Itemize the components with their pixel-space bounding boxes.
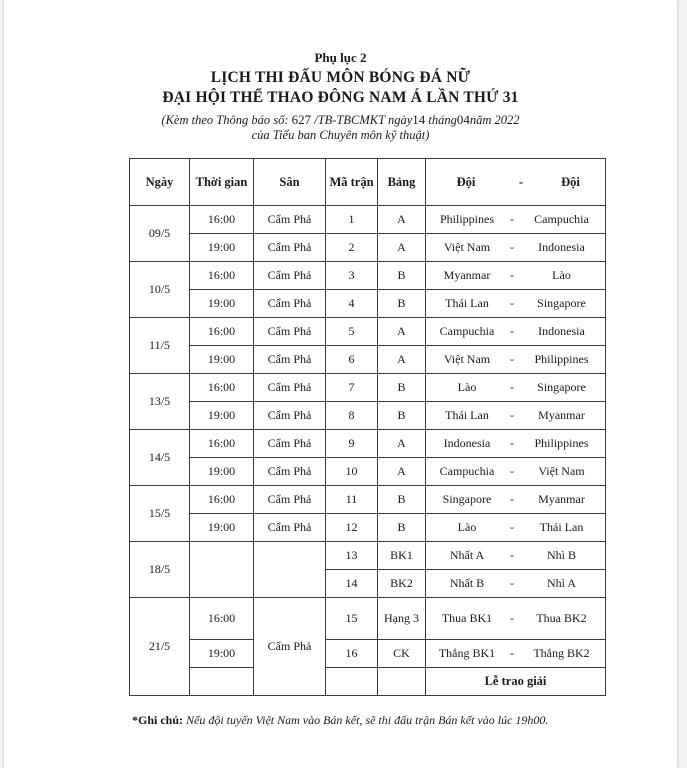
schedule-table: [129, 158, 606, 696]
venue-cell-empty: [254, 542, 326, 598]
time-cell: 16:00: [190, 430, 254, 458]
team1-name: Philippines: [439, 212, 494, 226]
time-cell: 19:00: [190, 514, 254, 542]
header-group: Bảng: [378, 159, 426, 206]
venue-cell: Cẩm Phả: [254, 206, 326, 234]
team2-name: Việt Nam: [538, 464, 585, 478]
teams-cell: [426, 640, 606, 668]
team2-name: Thái Lan: [539, 520, 584, 534]
time-cell: 16:00: [190, 374, 254, 402]
footnote-text: Nếu đội tuyển Việt Nam vào Bán kết, sẽ thi đấu trận Bán kết vào lúc 19h00.: [186, 713, 549, 727]
group-cell: BK2: [378, 570, 426, 598]
teams-cell: [426, 598, 606, 640]
team2-name: Indonesia: [538, 324, 585, 338]
vs-dash: -: [510, 576, 514, 590]
vs-dash: -: [510, 296, 514, 310]
table-row: [130, 290, 606, 318]
group-cell: A: [378, 430, 426, 458]
venue-cell: Cẩm Phả: [254, 402, 326, 430]
team1-name: Lào: [457, 380, 477, 394]
date-cell: 21/5: [130, 598, 190, 696]
table-row: [130, 206, 606, 234]
table-row: [130, 318, 606, 346]
ref-month: 04: [456, 112, 470, 127]
teams-cell: [426, 262, 606, 290]
team2-name: Nhì A: [546, 576, 576, 590]
time-cell-empty: [190, 542, 254, 598]
teams-cell: [426, 430, 606, 458]
time-cell: 19:00: [190, 402, 254, 430]
date-cell: 13/5: [130, 374, 190, 430]
team2-name: Indonesia: [538, 240, 585, 254]
group-cell: A: [378, 234, 426, 262]
venue-cell: Cẩm Phả: [254, 486, 326, 514]
ref-month-label: tháng: [428, 113, 457, 127]
header-teams: [426, 159, 606, 206]
document-title: LỊCH THI ĐẤU MÔN BÓNG ĐÁ NỮ: [210, 69, 471, 86]
team2-name: Campuchia: [534, 212, 589, 226]
group-cell: B: [378, 514, 426, 542]
vs-dash: -: [510, 352, 514, 366]
time-cell: 19:00: [190, 640, 254, 668]
team2-name: Myanmar: [538, 492, 585, 506]
time-cell: 19:00: [190, 234, 254, 262]
ref-code: /TB-TBCMKT ngày: [314, 113, 413, 127]
team2-name: Myanmar: [538, 408, 585, 422]
venue-cell: Cẩm Phả: [254, 430, 326, 458]
group-cell: A: [378, 458, 426, 486]
table-row: [130, 262, 606, 290]
footnote-label: *Ghi chú:: [132, 713, 184, 727]
match-id-cell: 15: [326, 598, 378, 640]
date-cell: 18/5: [130, 542, 190, 598]
time-cell: 19:00: [190, 290, 254, 318]
venue-cell: Cẩm Phả: [254, 346, 326, 374]
team1-name: Nhất B: [449, 576, 485, 590]
date-cell: 15/5: [130, 486, 190, 542]
group-cell: B: [378, 402, 426, 430]
match-id-cell: 3: [326, 262, 378, 290]
vs-dash: -: [510, 380, 514, 394]
vs-dash: -: [510, 324, 514, 338]
venue-cell: Cẩm Phả: [254, 318, 326, 346]
group-cell: A: [378, 346, 426, 374]
team1-name: Việt Nam: [443, 352, 491, 366]
team1-name: Thái Lan: [445, 296, 489, 310]
team1-name: Nhất A: [449, 548, 485, 562]
venue-cell: Cẩm Phả: [254, 514, 326, 542]
reference-subline: của Tiểu ban Chuyên môn kỹ thuật): [251, 128, 430, 142]
table-row: [130, 486, 606, 514]
header-date: Ngày: [130, 159, 190, 206]
table-header-row: [130, 159, 606, 206]
teams-cell: [426, 542, 606, 570]
match-id-cell: 5: [326, 318, 378, 346]
team1-name: Thua BK1: [441, 611, 493, 625]
vs-dash: -: [510, 212, 514, 226]
reference-line: [4, 112, 677, 128]
match-id-cell: 12: [326, 514, 378, 542]
teams-cell: [426, 374, 606, 402]
date-cell: 09/5: [130, 206, 190, 262]
table-row: [130, 542, 606, 570]
vs-dash: -: [510, 408, 514, 422]
team2-name: Thua BK2: [536, 611, 587, 625]
time-cell: 16:00: [190, 206, 254, 234]
team2-name: Singapore: [537, 380, 586, 394]
table-row: [130, 598, 606, 640]
group-cell: CK: [378, 640, 426, 668]
venue-cell: Cẩm Phả: [254, 262, 326, 290]
table-row: [130, 514, 606, 542]
match-id-cell-empty: [326, 668, 378, 696]
teams-cell: [426, 570, 606, 598]
appendix-label: Phụ lục 2: [314, 50, 367, 65]
time-cell: 16:00: [190, 486, 254, 514]
vs-dash: -: [510, 611, 514, 625]
header-team1: Đội: [456, 174, 476, 189]
header-venue: Sân: [254, 159, 326, 206]
teams-cell: [426, 318, 606, 346]
vs-dash: -: [510, 268, 514, 282]
group-cell: B: [378, 262, 426, 290]
match-id-cell: 14: [326, 570, 378, 598]
table-row: [130, 374, 606, 402]
venue-cell: Cẩm Phả: [254, 374, 326, 402]
ref-year: năm 2022: [469, 113, 520, 127]
vs-dash: -: [510, 520, 514, 534]
vs-dash: -: [510, 646, 514, 660]
time-cell-empty: [190, 668, 254, 696]
header-dash: -: [518, 174, 524, 189]
team2-name: Nhì B: [546, 548, 576, 562]
team2-name: Thắng BK2: [533, 646, 590, 660]
ref-prefix: (Kèm theo Thông báo số:: [161, 113, 289, 127]
team2-name: Lào: [552, 268, 571, 282]
team1-name: Singapore: [442, 492, 492, 506]
date-cell: 14/5: [130, 430, 190, 486]
match-id-cell: 7: [326, 374, 378, 402]
teams-cell: [426, 234, 606, 262]
teams-cell: [426, 514, 606, 542]
team1-name: Myanmar: [443, 268, 491, 282]
teams-cell: [426, 402, 606, 430]
teams-cell: [426, 346, 606, 374]
teams-cell: [426, 486, 606, 514]
match-id-cell: 16: [326, 640, 378, 668]
teams-cell: [426, 290, 606, 318]
table-row: [130, 458, 606, 486]
vs-dash: -: [510, 436, 514, 450]
team1-name: Indonesia: [443, 436, 491, 450]
date-cell: 11/5: [130, 318, 190, 374]
team1-name: Lào: [457, 520, 477, 534]
header-match-id: Mã trận: [326, 159, 378, 206]
ref-day: 14: [412, 112, 426, 127]
group-cell: B: [378, 374, 426, 402]
venue-cell: Cẩm Phả: [254, 290, 326, 318]
ceremony-row: [130, 668, 606, 696]
match-id-cell: 13: [326, 542, 378, 570]
match-id-cell: 8: [326, 402, 378, 430]
table-row: [130, 430, 606, 458]
time-cell: 19:00: [190, 458, 254, 486]
team1-name: Campuchia: [439, 464, 495, 478]
vs-dash: -: [510, 492, 514, 506]
group-cell: Hạng 3: [378, 598, 426, 640]
venue-cell: Cẩm Phả: [254, 458, 326, 486]
team1-name: Việt Nam: [443, 240, 491, 254]
team2-name: Philippines: [534, 352, 589, 366]
table-row: [130, 402, 606, 430]
team2-name: Singapore: [537, 296, 586, 310]
group-cell: A: [378, 318, 426, 346]
group-cell: A: [378, 206, 426, 234]
footnote: [132, 713, 548, 728]
document-subtitle: ĐẠI HỘI THỂ THAO ĐÔNG NAM Á LẦN THỨ 31: [162, 89, 519, 106]
team1-name: Thái Lan: [445, 408, 489, 422]
venue-cell: Cẩm Phả: [254, 234, 326, 262]
time-cell: 19:00: [190, 346, 254, 374]
match-id-cell: 11: [326, 486, 378, 514]
teams-cell: [426, 206, 606, 234]
match-id-cell: 4: [326, 290, 378, 318]
date-cell: 10/5: [130, 262, 190, 318]
group-cell: B: [378, 290, 426, 318]
team2-name: Philippines: [534, 436, 589, 450]
table-row: [130, 234, 606, 262]
group-cell: B: [378, 486, 426, 514]
vs-dash: -: [510, 240, 514, 254]
header-time: Thời gian: [190, 159, 254, 206]
ref-number: 627: [291, 112, 312, 127]
group-cell-empty: [378, 668, 426, 696]
table-row: [130, 346, 606, 374]
vs-dash: -: [510, 464, 514, 478]
match-id-cell: 6: [326, 346, 378, 374]
venue-cell: Cẩm Phả: [254, 598, 326, 696]
time-cell: 16:00: [190, 262, 254, 290]
time-cell: 16:00: [190, 598, 254, 640]
team1-name: Thắng BK1: [438, 646, 496, 660]
header-team2: Đội: [561, 174, 580, 189]
teams-cell: [426, 458, 606, 486]
time-cell: 16:00: [190, 318, 254, 346]
team1-name: Campuchia: [439, 324, 495, 338]
match-id-cell: 1: [326, 206, 378, 234]
match-id-cell: 9: [326, 430, 378, 458]
group-cell: BK1: [378, 542, 426, 570]
match-id-cell: 10: [326, 458, 378, 486]
table-row: [130, 640, 606, 668]
award-ceremony-cell: Lễ trao giải: [426, 668, 606, 696]
match-id-cell: 2: [326, 234, 378, 262]
vs-dash: -: [510, 548, 514, 562]
